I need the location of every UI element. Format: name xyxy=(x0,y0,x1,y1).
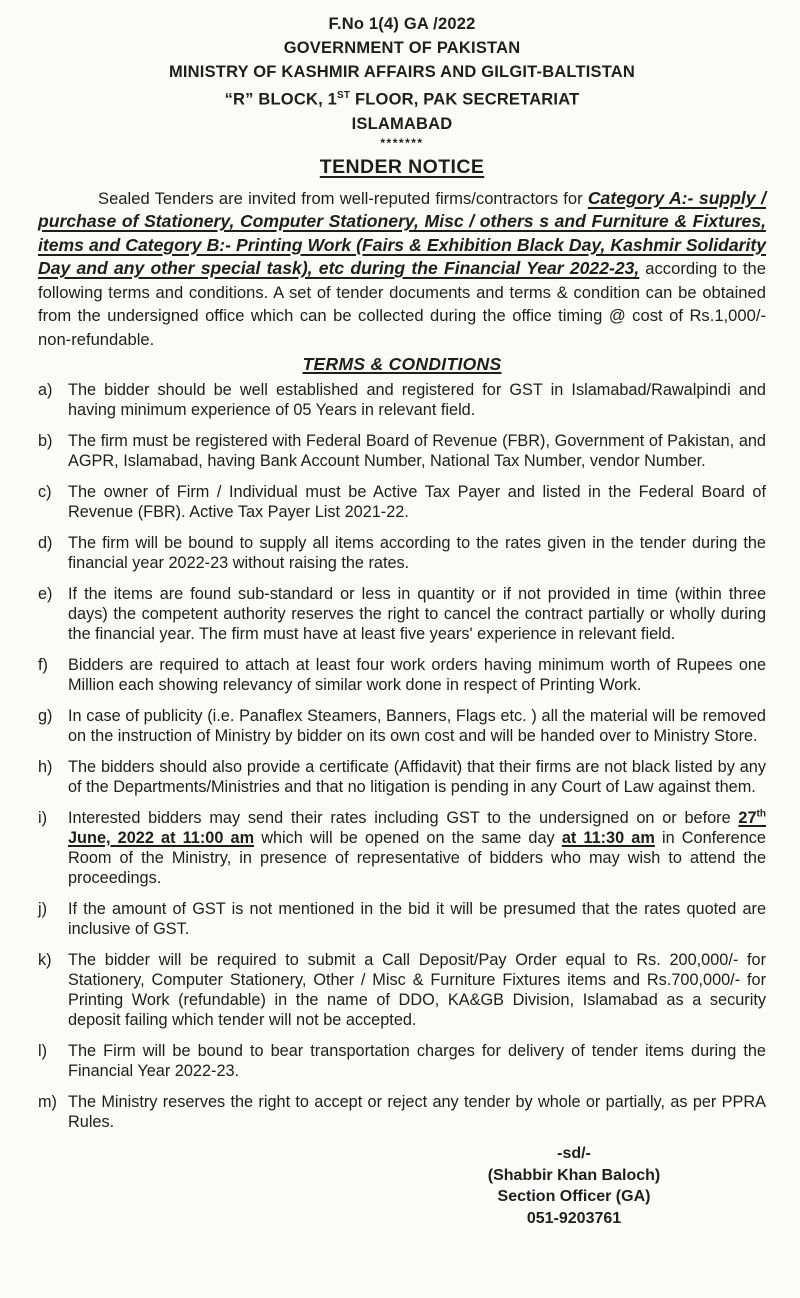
term-item xyxy=(38,655,766,695)
term-label: l) xyxy=(38,1042,48,1060)
term-item xyxy=(38,899,766,939)
term-label: f) xyxy=(38,656,48,674)
government-line: GOVERNMENT OF PAKISTAN xyxy=(283,39,521,57)
page-title: TENDER NOTICE xyxy=(319,155,485,178)
city-line: ISLAMABAD xyxy=(351,114,453,133)
term-label: c) xyxy=(38,483,52,501)
terms-heading: TERMS & CONDITIONS xyxy=(302,354,502,374)
signature-phone: 051-9203761 xyxy=(526,1209,622,1227)
term-text: Interested bidders may send their rates including GST to the undersigned on or before 27th June, 2022 at 11:00 am which will be opened on the same day at 11:30 am in Conference Room of the Ministry, in presence of representative of bidders who may wish to attend the proceedings. xyxy=(68,808,766,887)
term-label: b) xyxy=(38,432,53,450)
intro-paragraph xyxy=(38,187,766,352)
term-text: The Firm will be bound to bear transportation charges for delivery of tender items during the Financial Year 2022-23. xyxy=(68,1042,766,1080)
ministry-line: MINISTRY OF KASHMIR AFFAIRS AND GILGIT-BALTISTAN xyxy=(168,63,636,81)
term-label: k) xyxy=(38,951,52,969)
term-label: h) xyxy=(38,758,53,776)
term-text: The bidder will be required to submit a Call Deposit/Pay Order equal to Rs. 200,000/- for Stationery, Computer Stationery, Other / Misc & Furniture Fixtures items and Rs.700,000/- for Printing Work (refundable) in the name of DDO, KA&GB Division, Islamabad as a security deposit failing which tender will not be accepted. xyxy=(68,951,766,1029)
stars-divider: ******* xyxy=(380,135,424,150)
term-text: Bidders are required to attach at least four work orders having minimum worth of Rupees one Million each showing relevancy of similar work done in respect of Printing Work. xyxy=(68,656,766,694)
term-text: The bidders should also provide a certificate (Affidavit) that their firms are not black listed by any of the Departments/Ministries and that no litigation is pending in any Court of Law against them. xyxy=(68,758,766,796)
term-item xyxy=(38,950,766,1030)
term-item xyxy=(38,808,766,888)
term-label: i) xyxy=(38,809,48,827)
term-item xyxy=(38,706,766,746)
signature-block xyxy=(474,1143,674,1229)
terms-heading-row xyxy=(38,353,766,375)
term-item xyxy=(38,757,766,797)
term-item xyxy=(38,1041,766,1081)
intro-emphasis: Category A:- supply / purchase of Stationery, Computer Stationery, Misc / others s and Furniture & Fixtures, items and Category B:- Printing Work (Fairs & Exhibition Black Day, Kashmir Solidarity Day and any other special task), etc during the Financial Year 2022-23, xyxy=(38,187,767,278)
term-text: The bidder should be well established and registered for GST in Islamabad/Rawalpindi and having minimum experience of 05 Years in relevant field. xyxy=(68,381,766,419)
term-text: The owner of Firm / Individual must be Active Tax Payer and listed in the Federal Board of Revenue (FBR). Active Tax Payer List 2021-22. xyxy=(68,483,766,521)
term-label: e) xyxy=(38,585,53,603)
term-text: The firm must be registered with Federal Board of Revenue (FBR), Government of Pakistan, and AGPR, Islamabad, having Bank Account Number, National Tax Number, vendor Number. xyxy=(68,432,766,470)
term-text: In case of publicity (i.e. Panaflex Steamers, Banners, Flags etc. ) all the material will be removed on the instruction of Ministry by bidder on its own cost and will be handed over to Ministry Store. xyxy=(68,707,766,745)
term-text: If the amount of GST is not mentioned in the bid it will be presumed that the rates quoted are inclusive of GST. xyxy=(68,900,766,938)
address-floor-ordinal: ST xyxy=(337,90,351,101)
term-text: If the items are found sub-standard or less in quantity or if not provided in time (within three days) the competent authority reserves the right to cancel the contract partially or wholly during the financial year. The firm must have at least five years' experience in relevant field. xyxy=(68,585,766,643)
term-label: j) xyxy=(38,900,48,918)
signature-sd: -sd/- xyxy=(557,1145,591,1162)
term-item xyxy=(38,380,766,420)
term-text: The Ministry reserves the right to accept or reject any tender by whole or partially, as per PPRA Rules. xyxy=(68,1093,766,1131)
intro-tail: according to the following terms and conditions. A set of tender documents and terms & condition can be obtained from the undersigned office which can be collected during the office timing @ cost of Rs.1,000/- non-refundable. xyxy=(38,259,767,349)
term-item xyxy=(38,482,766,522)
address-post: FLOOR, PAK SECRETARIAT xyxy=(350,90,580,109)
intro-lead: Sealed Tenders are invited from well-reputed firms/contractors for xyxy=(98,188,588,208)
term-item xyxy=(38,533,766,573)
term-item xyxy=(38,584,766,644)
term-item xyxy=(38,1092,766,1132)
term-label: d) xyxy=(38,534,53,552)
terms-list xyxy=(38,380,766,1132)
term-text: The firm will be bound to supply all items according to the rates given in the tender during the financial year 2022-23 without raising the rates. xyxy=(68,534,766,572)
term-label: a) xyxy=(38,381,53,399)
term-label: g) xyxy=(38,707,53,725)
address-line xyxy=(38,84,766,112)
term-label: m) xyxy=(38,1093,57,1111)
signature-designation: Section Officer (GA) xyxy=(497,1188,651,1205)
title-row xyxy=(38,156,766,179)
signature-name: (Shabbir Khan Baloch) xyxy=(487,1166,661,1184)
file-number: F.No 1(4) GA /2022 xyxy=(328,15,476,33)
address-pre: “R” BLOCK, 1 xyxy=(224,90,338,109)
term-item xyxy=(38,431,766,471)
